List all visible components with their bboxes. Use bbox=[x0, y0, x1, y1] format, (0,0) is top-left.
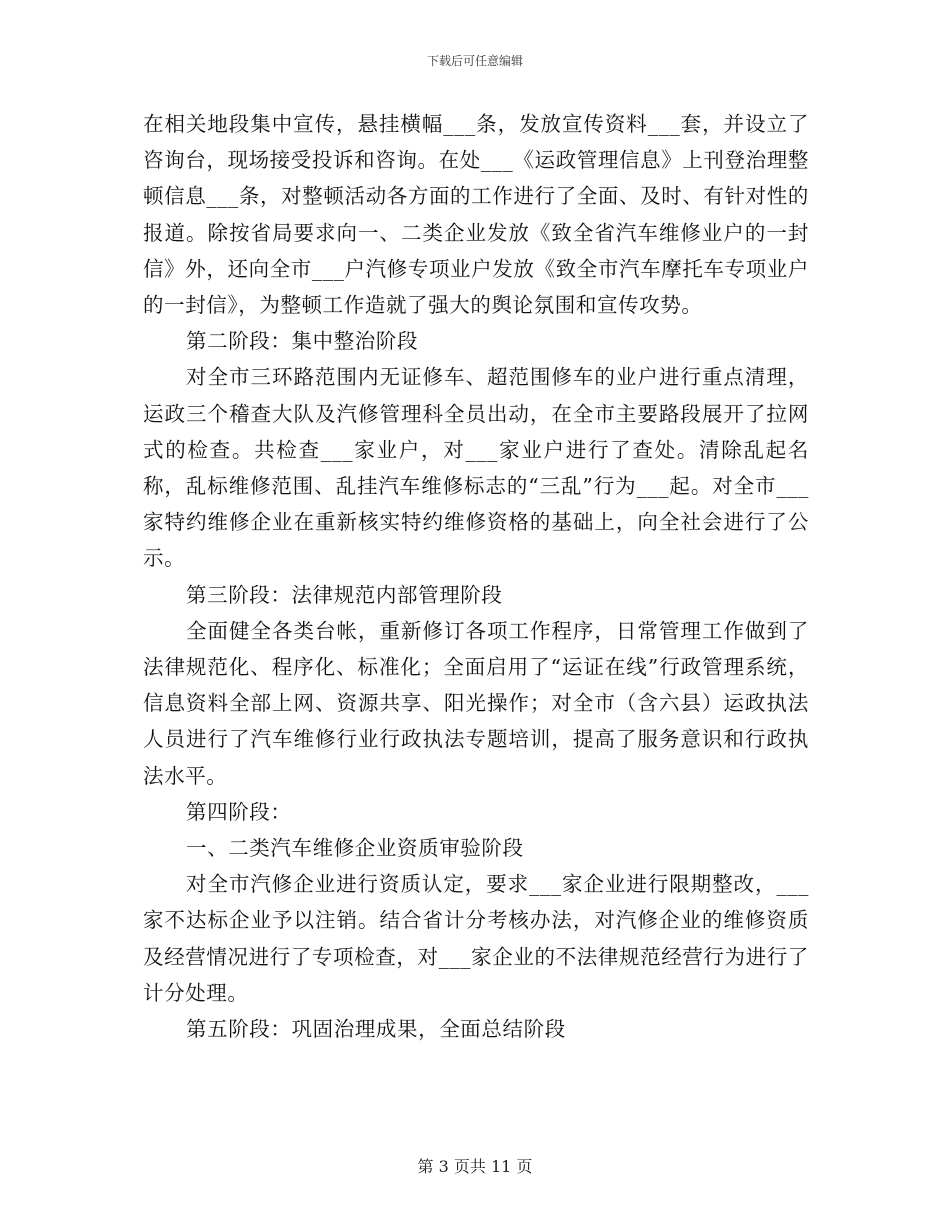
section-heading-stage-3: 第三阶段：法律规范内部管理阶段 bbox=[186, 582, 503, 607]
section-heading-stage-5: 第五阶段：巩固治理成果，全面总结阶段 bbox=[186, 1017, 566, 1042]
document-body bbox=[143, 106, 809, 1047]
paragraph-stage-4: 对全市汽修企业进行资质认定，要求___家企业进行限期整改，___家不达标企业予以注销。结合省计分考核办法，对汽修企业的维修资质及经营情况进行了专项检查，对___家企业的不法律规范经营行为进行了计分处理。 bbox=[143, 872, 809, 1005]
section-heading-stage-2: 第二阶段：集中整治阶段 bbox=[186, 329, 419, 354]
paragraph-stage-2: 对全市三环路范围内无证修车、超范围修车的业户进行重点清理，运政三个稽查大队及汽修管理科全员出动，在全市主要路段展开了拉网式的检查。共检查___家业户，对___家业户进行了查处。清除乱起名称，乱标维修范围、乱挂汽车维修标志的“三乱”行为___起。对全市___家特约维修企业在重新核实特约维修资格的基础上，向全社会进行了公示。 bbox=[143, 365, 809, 571]
page-header-note: 下载后可任意编辑 bbox=[426, 54, 523, 68]
page-footer: 第 3 页共 11 页 bbox=[417, 1157, 533, 1176]
paragraph-1: 在相关地段集中宣传，悬挂横幅___条，发放宣传资料___套，并设立了咨询台，现场接受投诉和咨询。在处___《运政管理信息》上刊登治理整顿信息___条，对整顿活动各方面的工作进行了全面、及时、有针对性的报道。除按省局要求向一、二类企业发放《致全省汽车维修业户的一封信》外，还向全市___户汽修专项业户发放《致全市汽车摩托车专项业户的一封信》，为整顿工作造就了强大的舆论氛围和宣传攻势。 bbox=[143, 112, 809, 318]
section-heading-stage-4: 第四阶段： bbox=[186, 799, 292, 824]
paragraph-stage-3: 全面健全各类台帐，重新修订各项工作程序，日常管理工作做到了法律规范化、程序化、标准化；全面启用了“运证在线”行政管理系统，信息资料全部上网、资源共享、阳光操作；对全市（含六县）运政执法人员进行了汽车维修行业行政执法专题培训，提高了服务意识和行政执法水平。 bbox=[143, 618, 809, 788]
subheading-stage-4: 一、二类汽车维修企业资质审验阶段 bbox=[186, 836, 524, 861]
